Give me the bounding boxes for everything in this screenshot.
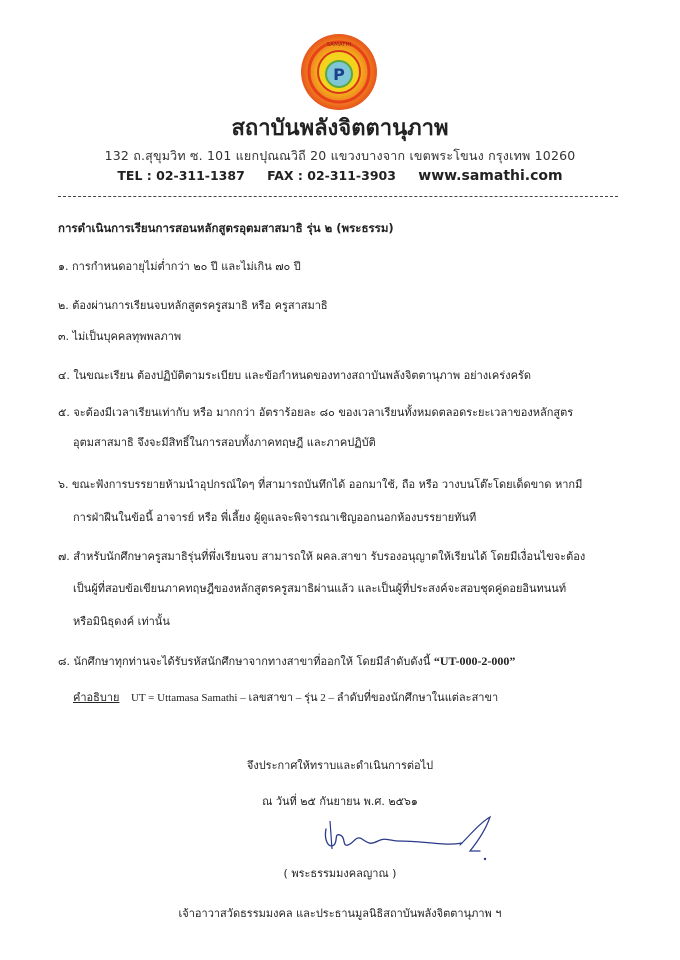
telephone: TEL : 02-311-1387 [117, 168, 245, 183]
item-8-text: ๘. นักศึกษาทุกท่านจะได้รับรหัสนักศึกษาจากทางสาขาที่ออกให้ โดยมีลำดับดังนี้ [58, 655, 431, 668]
institute-logo [300, 33, 378, 111]
item-8 [58, 652, 515, 670]
item-5-cont: อุตมสาสมาธิ จึงจะมีสิทธิ์ในการสอบทั้งภาคทฤษฎี และภาคปฏิบัติ [73, 436, 376, 449]
announcement-line: จึงประกาศให้ทราบและดำเนินการต่อไป [246, 759, 434, 772]
website: www.samathi.com [418, 168, 563, 184]
item-2: ๒. ต้องผ่านการเรียนจบหลักสูตรครูสมาธิ หรือ ครูสาสมาธิ [58, 299, 328, 312]
item-7: ๗. สำหรับนักศึกษาครูสมาธิรุ่นที่พึ่งเรียนจบ สามารถให้ ผคล.สาขา รับรองอนุญาตให้เรียนได้ โดยมีเงื่อนไขจะต้อง [58, 550, 586, 563]
contact-line [0, 168, 680, 184]
header-divider [58, 196, 618, 197]
item-4: ๔. ในขณะเรียน ต้องปฏิบัติตามระเบียบ และข้อกำหนดของทางสถาบันพลังจิตตานุภาพ อย่างเคร่งครัด [58, 369, 531, 382]
item-3: ๓. ไม่เป็นบุคคลทุพพลภาพ [58, 330, 182, 343]
item-5: ๕. จะต้องมีเวลาเรียนเท่ากับ หรือ มากกว่า อัตราร้อยละ ๘๐ ของเวลาเรียนทั้งหมดตลอดระยะเวลาของหลักสูตร [58, 406, 574, 419]
explanation-label: คำอธิบาย [73, 692, 120, 704]
organization-address: 132 ถ.สุขุมวิท ซ. 101 แยกปุณณวิถี 20 แขวงบางจาก เขตพระโขนง กรุงเทพ 10260 [104, 148, 576, 163]
item-7-cont2: หรือมินิธุดงค์ เท่านั้น [73, 615, 170, 628]
item-7-cont: เป็นผู้ที่สอบข้อเขียนภาคทฤษฎีของหลักสูตรครูสมาธิผ่านแล้ว และเป็นผู้ที่ประสงค์จะสอบชุดคู่ดอยอินทนนท์ [73, 582, 567, 595]
announcement-date: ณ วันที่ ๒๕ กันยายน พ.ศ. ๒๕๖๑ [262, 795, 418, 808]
document-heading: การดำเนินการเรียนการสอนหลักสูตรอุตมสาสมาธิ รุ่น ๒ (พระธรรม) [58, 221, 394, 235]
fax: FAX : 02-311-3903 [267, 168, 396, 183]
organization-name: สถาบันพลังจิตตานุภาพ [231, 116, 449, 141]
item-1: ๑. การกำหนดอายุไม่ต่ำกว่า ๒๐ ปี และไม่เกิน ๗๐ ปี [58, 260, 301, 273]
signature [320, 815, 500, 865]
signer-position: เจ้าอาวาสวัดธรรมมงคล และประธานมูลนิธิสถาบันพลังจิตตานุภาพ ฯ [178, 907, 502, 920]
student-code-format: “UT-000-2-000” [433, 654, 516, 668]
signer-name: ( พระธรรมมงคลญาณ ) [283, 867, 397, 880]
logo-ring-text: SAMATHI [326, 42, 352, 48]
code-explanation [73, 688, 498, 706]
item-6-cont: การฝ่าฝืนในข้อนี้ อาจารย์ หรือ พี่เลี้ยง ผู้ดูแลจะพิจารณาเชิญออกนอกห้องบรรยายทันที [73, 511, 477, 524]
logo-letter: P [333, 65, 345, 84]
item-6: ๖. ขณะฟังการบรรยายห้ามนำอุปกรณ์ใดๆ ที่สามารถบันทึกได้ ออกมาใช้, ถือ หรือ วางบนโต๊ะโดยเด็ดขาด หากมี [58, 478, 583, 491]
explanation-text: UT = Uttamasa Samathi – เลขสาขา – รุ่น 2 – ลำดับที่ของนักศึกษาในแต่ละสาขา [130, 692, 499, 704]
